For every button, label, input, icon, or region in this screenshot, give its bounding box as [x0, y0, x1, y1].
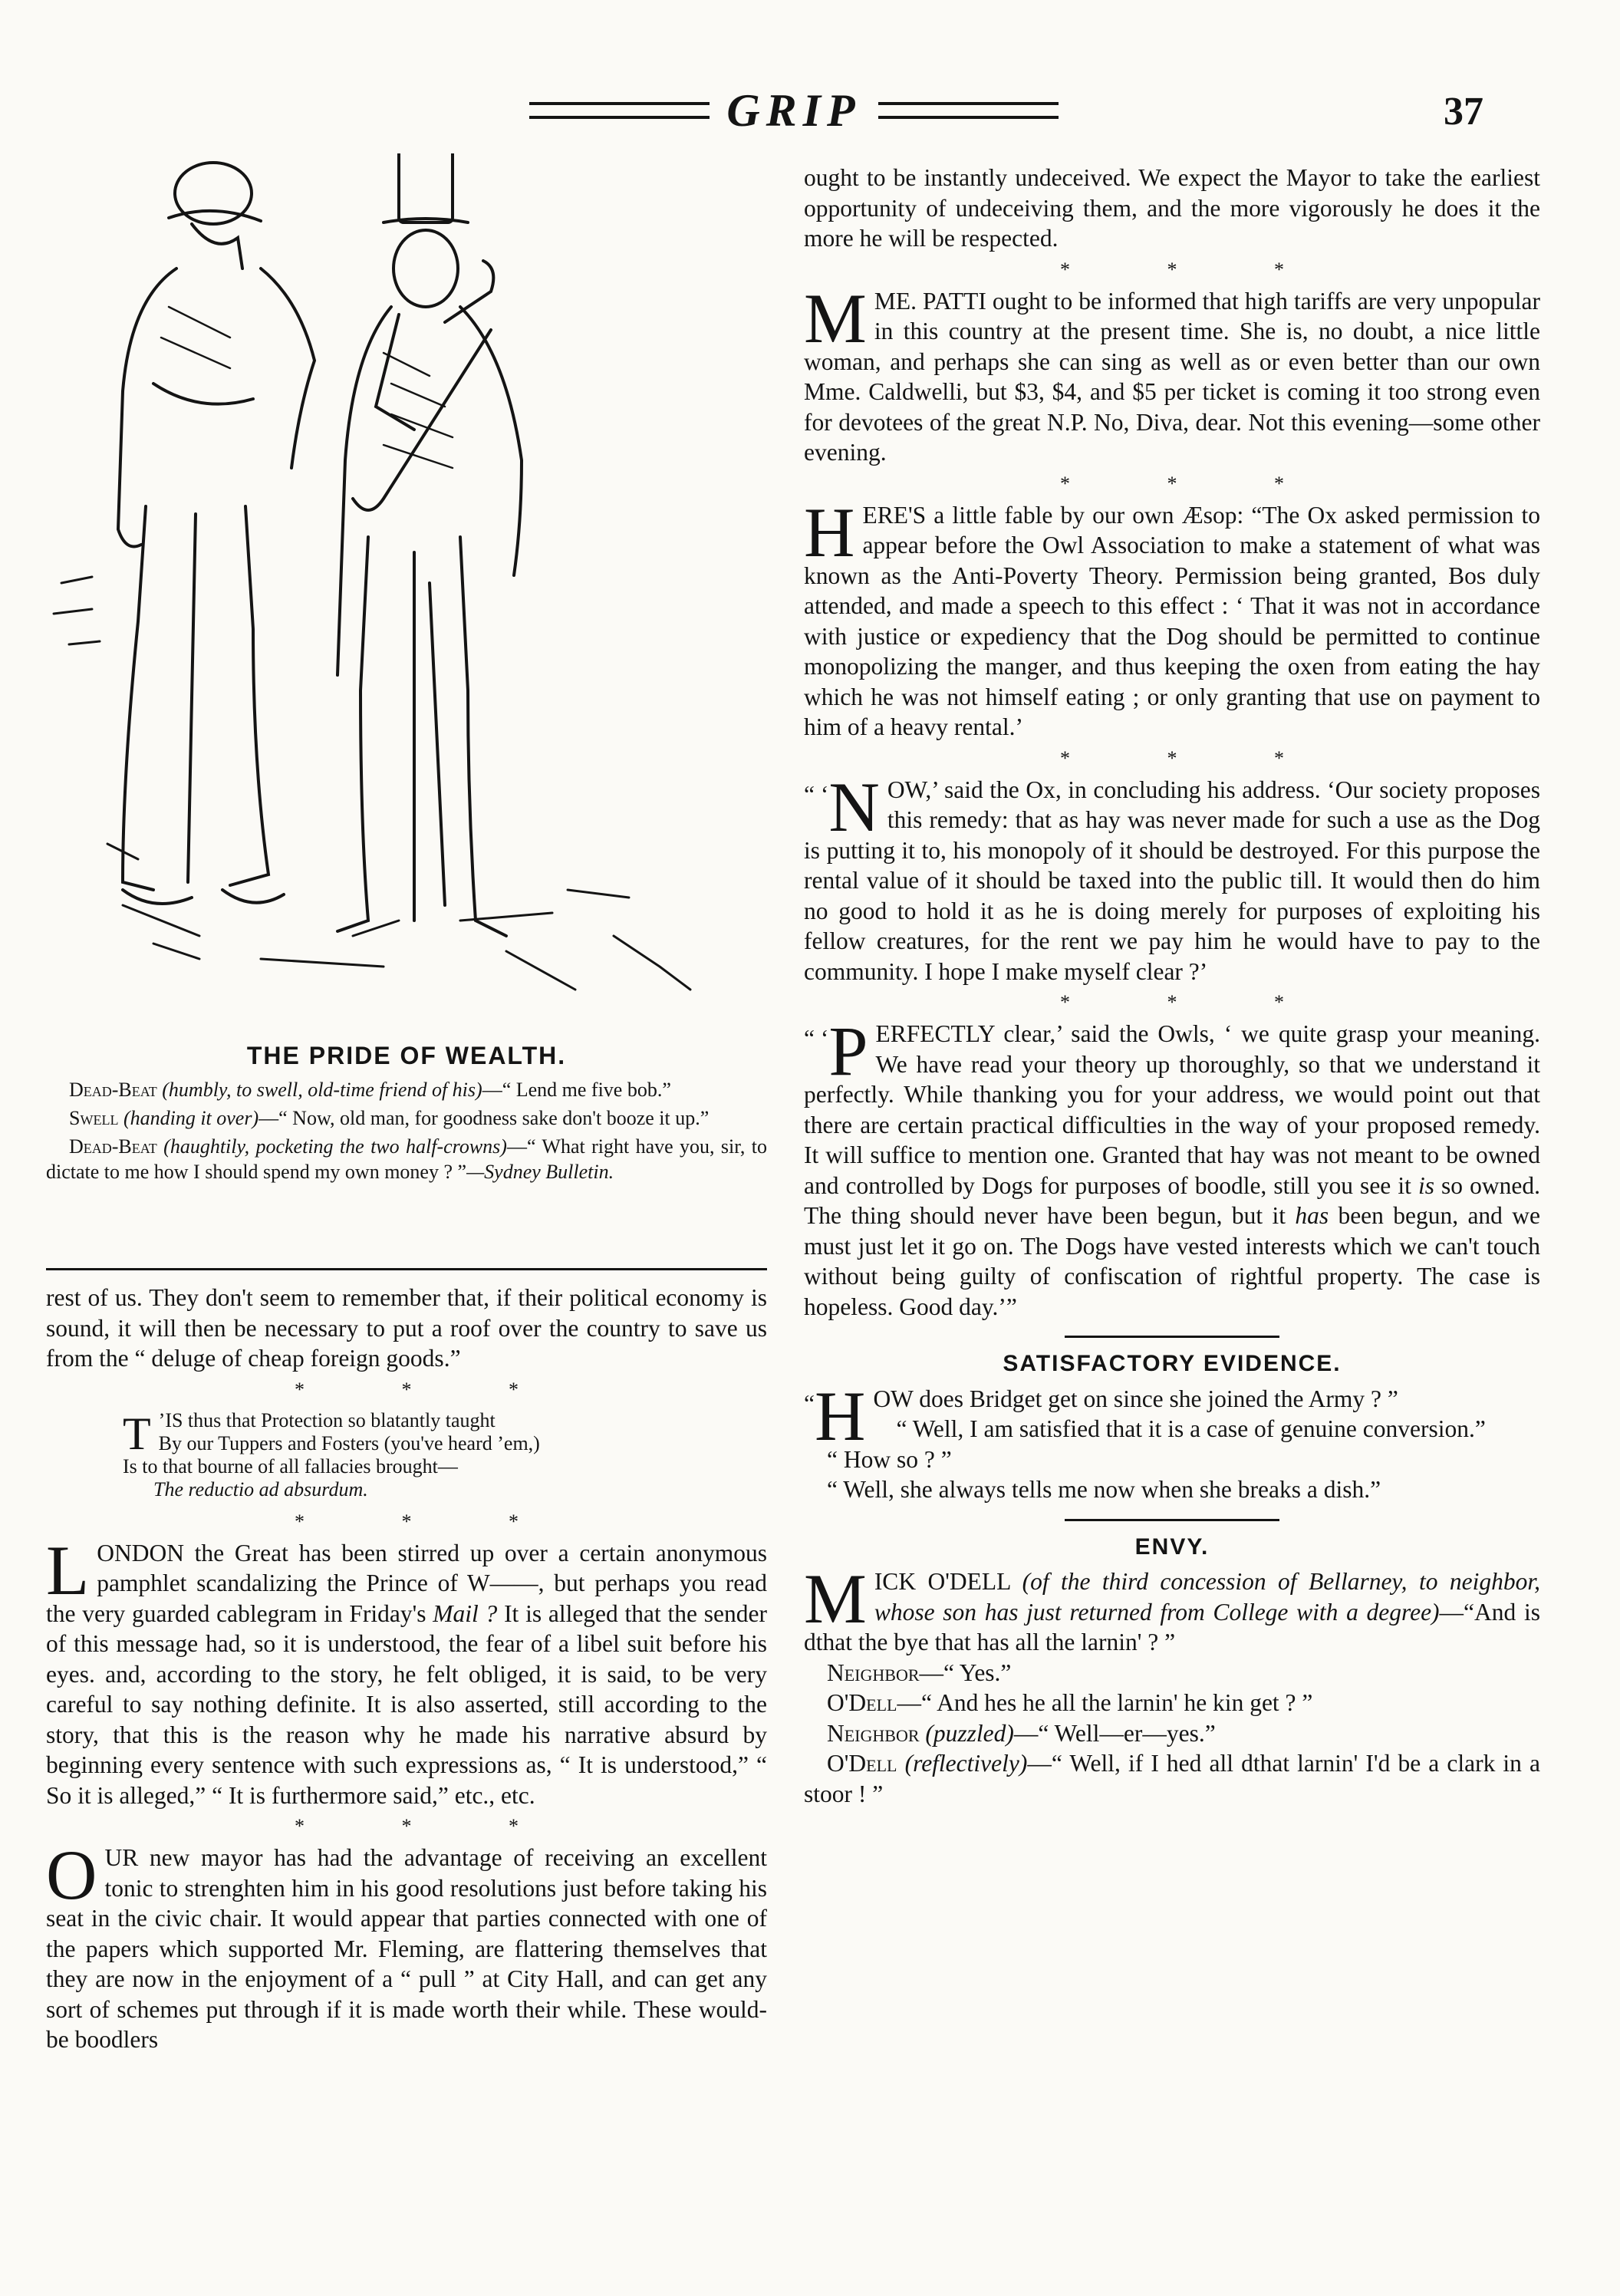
- dropcap: M: [804, 1560, 867, 1638]
- perfectly-text-c: been begun, and we must just let it go on. The Dogs have vested interests which we can't touch without being guilty of confiscation of rightful property. The case is hopeless. Good day.’”: [804, 1202, 1540, 1320]
- envy-speech: —“ And hes he all the larnin' he kin get ? ”: [897, 1689, 1313, 1716]
- masthead-rule-left: [529, 102, 710, 119]
- caption-credit: —Sydney Bulletin.: [466, 1161, 614, 1183]
- envy-line-5: [804, 1748, 1540, 1809]
- dropcap: O: [46, 1836, 97, 1914]
- envy-text-b: —“And is dthat the bye that has all the larnin' ? ”: [804, 1598, 1540, 1655]
- envy-speaker: O'Dell: [827, 1750, 897, 1777]
- envy-speaker: Neighbor: [827, 1659, 920, 1686]
- quote-open: “: [804, 1389, 815, 1417]
- envy-speaker: Neighbor: [827, 1719, 920, 1747]
- envy-direction: (reflectively): [904, 1750, 1028, 1777]
- envy-heading: ENVY.: [1134, 1533, 1210, 1560]
- caption-speaker: Swell: [69, 1107, 119, 1129]
- envy-direction: (puzzled): [925, 1719, 1014, 1747]
- section-separator: * * *: [1060, 472, 1330, 495]
- evidence-line-3: “ How so ? ”: [827, 1445, 952, 1473]
- london-text-a: ONDON the Great has been stirred up over a certain anonymous pamphlet scandalizing the Prince of W——, but perhaps you read the very guarded cablegram in Friday's: [46, 1539, 767, 1627]
- london-text-b: It is alleged that the sender of this message had, so it is understood, the fear of a libel suit before his eyes. and, according to the story, he felt obliged, it is said, to be very careful to say nothing definite. It is also asserted, still according to the story, that this is the reason why he made his narrative absurd by beginning every sentence with such expressions as, “ It is understood,” “ So it is alleged,” “ It is furthermore said,” etc., etc.: [46, 1599, 767, 1809]
- poem-line: By our Tuppers and Fosters (you've heard ’em,): [158, 1431, 540, 1454]
- envy-line-1: [804, 1560, 1540, 1658]
- london-paragraph: [46, 1530, 767, 1811]
- poem-line: [123, 1478, 767, 1501]
- mayor-paragraph: [46, 1836, 767, 2055]
- evidence-line-4: “ Well, she always tells me now when she breaks a dish.”: [827, 1476, 1381, 1503]
- fable-paragraph: [804, 492, 1540, 743]
- satisfactory-evidence-heading: SATISFACTORY EVIDENCE.: [1003, 1351, 1342, 1376]
- perfectly-paragraph: [804, 1012, 1540, 1322]
- envy-line-3: [804, 1688, 1540, 1718]
- pride-of-wealth-illustration: [31, 153, 767, 1036]
- mail-title: Mail ?: [433, 1599, 498, 1627]
- dropcap: N: [828, 767, 880, 846]
- patti-paragraph: [804, 278, 1540, 468]
- caption-line: [46, 1077, 767, 1102]
- dropcap: P: [828, 1012, 868, 1090]
- caption-speaker: Dead-Beat: [69, 1135, 157, 1158]
- section-separator: * * *: [295, 1815, 565, 1837]
- dropcap: L: [46, 1530, 90, 1609]
- fable-text: ERE'S a little fable by our own Æsop: “The Ox asked permission to appear before the Owl Association to make a statement of what was known as the Anti-Poverty Theory. Permission being granted, Bos duly attended, and made a speech to this effect : ‘ That it was not in accordance with justice or expediency that the Dog should be permitted to continue monopolizing the manger, and thus keeping the oxen from eating the hay which he was not himself eating ; or only granting that use on payment to him of a heavy rental.’: [804, 501, 1540, 740]
- dropcap: T: [123, 1408, 151, 1459]
- emphasis-has: has: [1295, 1202, 1329, 1229]
- envy-speech: —“ Yes.”: [919, 1659, 1012, 1686]
- dropcap: H: [804, 492, 855, 572]
- emphasis-is: is: [1418, 1171, 1434, 1199]
- left-column: [46, 1283, 767, 2055]
- illustration-caption: [46, 1077, 767, 1188]
- page-number: 37: [1444, 90, 1483, 133]
- caption-line: [46, 1105, 767, 1131]
- evidence-text: OW does Bridget get on since she joined the Army ? ”: [873, 1385, 1398, 1412]
- quote-open: “ ‘: [804, 780, 829, 808]
- envy-speaker: O'Dell: [827, 1689, 897, 1716]
- perfectly-text-a: ERFECTLY clear,’ said the Owls, ‘ we quite grasp your meaning. We have read your theory up thoroughly, so that we understand it perfectly. While thanking you for your address, we would point out that there are certain practical difficulties in the way of your proposed remedy. It will suffice to mention one. Granted that hay was not meant to be owned and controlled by Dogs for purposes of boodle, still you see it: [804, 1020, 1540, 1199]
- quote-open: “ ‘: [804, 1025, 829, 1052]
- evidence-line-2: “ Well, I am satisfied that it is a case of genuine conversion.”: [896, 1415, 1486, 1442]
- caption-divider: [46, 1268, 767, 1270]
- section-separator: * * *: [295, 1510, 565, 1533]
- right-column: [804, 163, 1540, 1809]
- section-divider: [1065, 1336, 1279, 1338]
- section-separator: * * *: [1060, 746, 1330, 769]
- poem-italic: The reductio ad absurdum.: [153, 1477, 368, 1500]
- section-separator: * * *: [1060, 991, 1330, 1013]
- section-separator: * * *: [295, 1378, 565, 1401]
- dropcap: M: [804, 278, 867, 357]
- caption-speech: —“ Now, old man, for goodness sake don't booze it up.”: [258, 1107, 710, 1129]
- caption-direction: (haughtily, pocketing the two half-crowns): [163, 1135, 507, 1158]
- caption-line: [46, 1134, 767, 1184]
- patti-text: ME. PATTI ought to be informed that high tariffs are very unpopular in this country at the present time. She is, no doubt, a nice little woman, and perhaps she can sing as well as or even better than our own Mme. Caldwelli, but $3, $4, and $5 per ticket is coming it too strong even for devotees of the great N.P. No, Diva, dear. Not this evening—some other evening.: [804, 287, 1540, 466]
- mayor-text: UR new mayor has had the advantage of receiving an excellent tonic to strenghten him in his good resolutions just before taking his seat in the civic chair. It would appear that parties connected with one of the papers which supported Mr. Fleming, are flattering themselves that they are now in the enjoyment of a “ pull ” at City Hall, and can get any sort of schemes put through if it is made worth their while. These would-be boodlers: [46, 1844, 767, 2053]
- envy-direction: (of the third concession of Bellarney, to neighbor, whose son has just returned from College with a degree): [874, 1568, 1540, 1626]
- masthead: [529, 86, 1059, 135]
- masthead-rule-right: [878, 102, 1059, 119]
- caption-speech: —“ What right have you, sir, to dictate to me how I should spend my own money ? ”: [46, 1135, 768, 1183]
- caption-direction: (humbly, to swell, old-time friend of his): [162, 1079, 482, 1101]
- caption-speech: —“ Lend me five bob.”: [482, 1079, 671, 1101]
- caption-direction: (handing it over): [123, 1107, 259, 1129]
- section-divider: [1065, 1519, 1279, 1521]
- perfectly-text-b: so owned. The thing should never have been begun, but it: [804, 1171, 1540, 1229]
- envy-speech: —“ Well—er—yes.”: [1013, 1719, 1216, 1747]
- section-separator: * * *: [1060, 258, 1330, 281]
- left-paragraph-1: rest of us. They don't seem to remember that, if their political economy is sound, it will then be necessary to put a roof over the country to save us from the “ deluge of cheap foreign goods.”: [46, 1284, 767, 1372]
- now-text: OW,’ said the Ox, in concluding his address. ‘Our society proposes this remedy: that as hay was never made for such a use as the Dog is putting it to, his monopoly of it should be destroyed. For this purpose the rental value of it should be taxed into the public till. It would then do him no good to hold it as he is doing merely for purposes of exploiting his fellow creatures, for the rent we pay him he would have to pay to the community. I hope I make myself clear ?’: [804, 776, 1540, 985]
- now-paragraph: [804, 767, 1540, 987]
- envy-line-4: [804, 1718, 1540, 1749]
- envy-speech: —“ Well, if I hed all dthat larnin' I'd be a clark in a stoor ! ”: [804, 1750, 1540, 1807]
- envy-text-a: ICK O'DELL: [874, 1568, 1022, 1595]
- illustration-title: THE PRIDE OF WEALTH.: [246, 1042, 567, 1069]
- masthead-title: GRIP: [726, 85, 861, 136]
- caption-speaker: Dead-Beat: [69, 1079, 157, 1101]
- envy-line-2: [804, 1658, 1540, 1688]
- protection-poem: [46, 1409, 767, 1501]
- dropcap: H: [814, 1376, 866, 1455]
- poem-line: Is to that bourne of all fallacies brought—: [123, 1454, 458, 1477]
- right-paragraph-1: ought to be instantly undeceived. We expect the Mayor to take the earliest opportunity of undeceiving them, and the more vigorously he does it the more he will be respected.: [804, 164, 1540, 252]
- poem-line: ’IS thus that Protection so blatantly taught: [158, 1408, 496, 1431]
